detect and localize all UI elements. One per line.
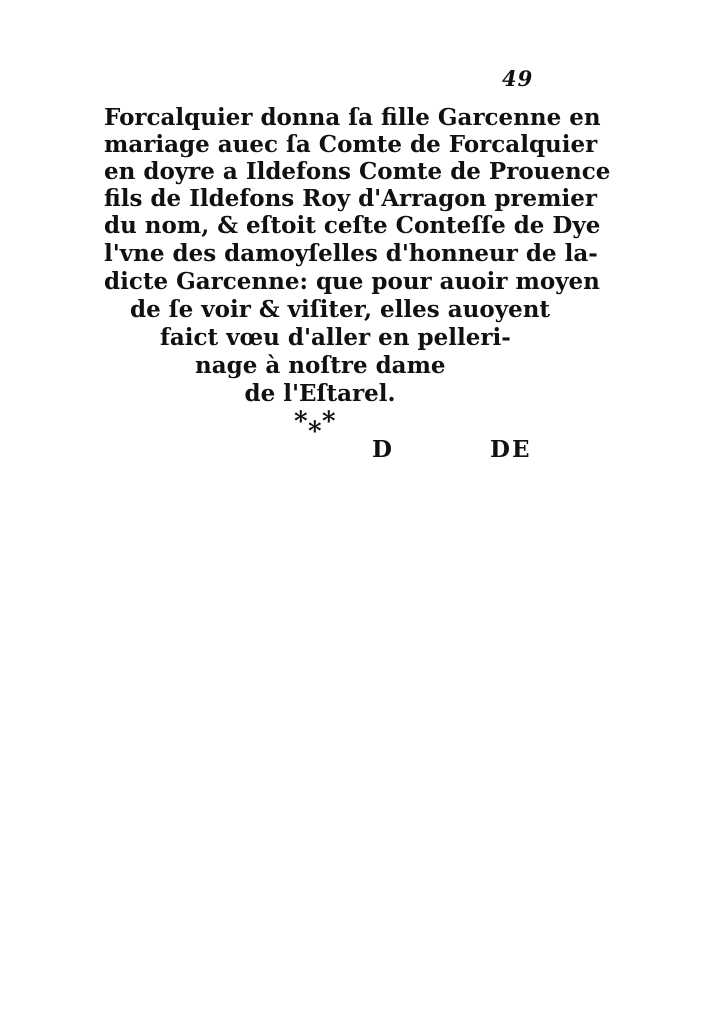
asterisk-center: * bbox=[308, 417, 322, 447]
page-number: 49 bbox=[502, 66, 534, 91]
text-line-11: de l'Eſtarel. bbox=[244, 380, 396, 407]
signature-mark: D bbox=[372, 436, 394, 463]
text-line-5: du nom, & eſtoit ceſte Conteſſe de Dye bbox=[104, 212, 601, 239]
text-line-10: nage à noſtre dame bbox=[195, 352, 446, 379]
text-line-9: faict vœu d'aller en pelleri- bbox=[160, 324, 511, 351]
text-line-1: Forcalquier donna ſa fille Garcenne en bbox=[104, 104, 601, 131]
text-line-4: fils de Ildefons Roy d'Arragon premier bbox=[104, 185, 598, 212]
text-line-7: dicte Garcenne: que pour auoir moyen bbox=[104, 268, 600, 295]
asterisk-left: * bbox=[294, 407, 308, 437]
text-line-3: en doyre a Ildefons Comte de Prouence bbox=[104, 158, 611, 185]
asterisk-right: * bbox=[322, 407, 336, 437]
text-line-6: l'vne des damoyſelles d'honneur de la- bbox=[104, 240, 598, 267]
text-line-8: de ſe voir & viſiter, elles auoyent bbox=[130, 296, 551, 323]
catchword: DE bbox=[490, 436, 532, 463]
asterism-ornament bbox=[292, 405, 342, 445]
text-line-2: mariage auec ſa Comte de Forcalquier bbox=[104, 131, 598, 158]
